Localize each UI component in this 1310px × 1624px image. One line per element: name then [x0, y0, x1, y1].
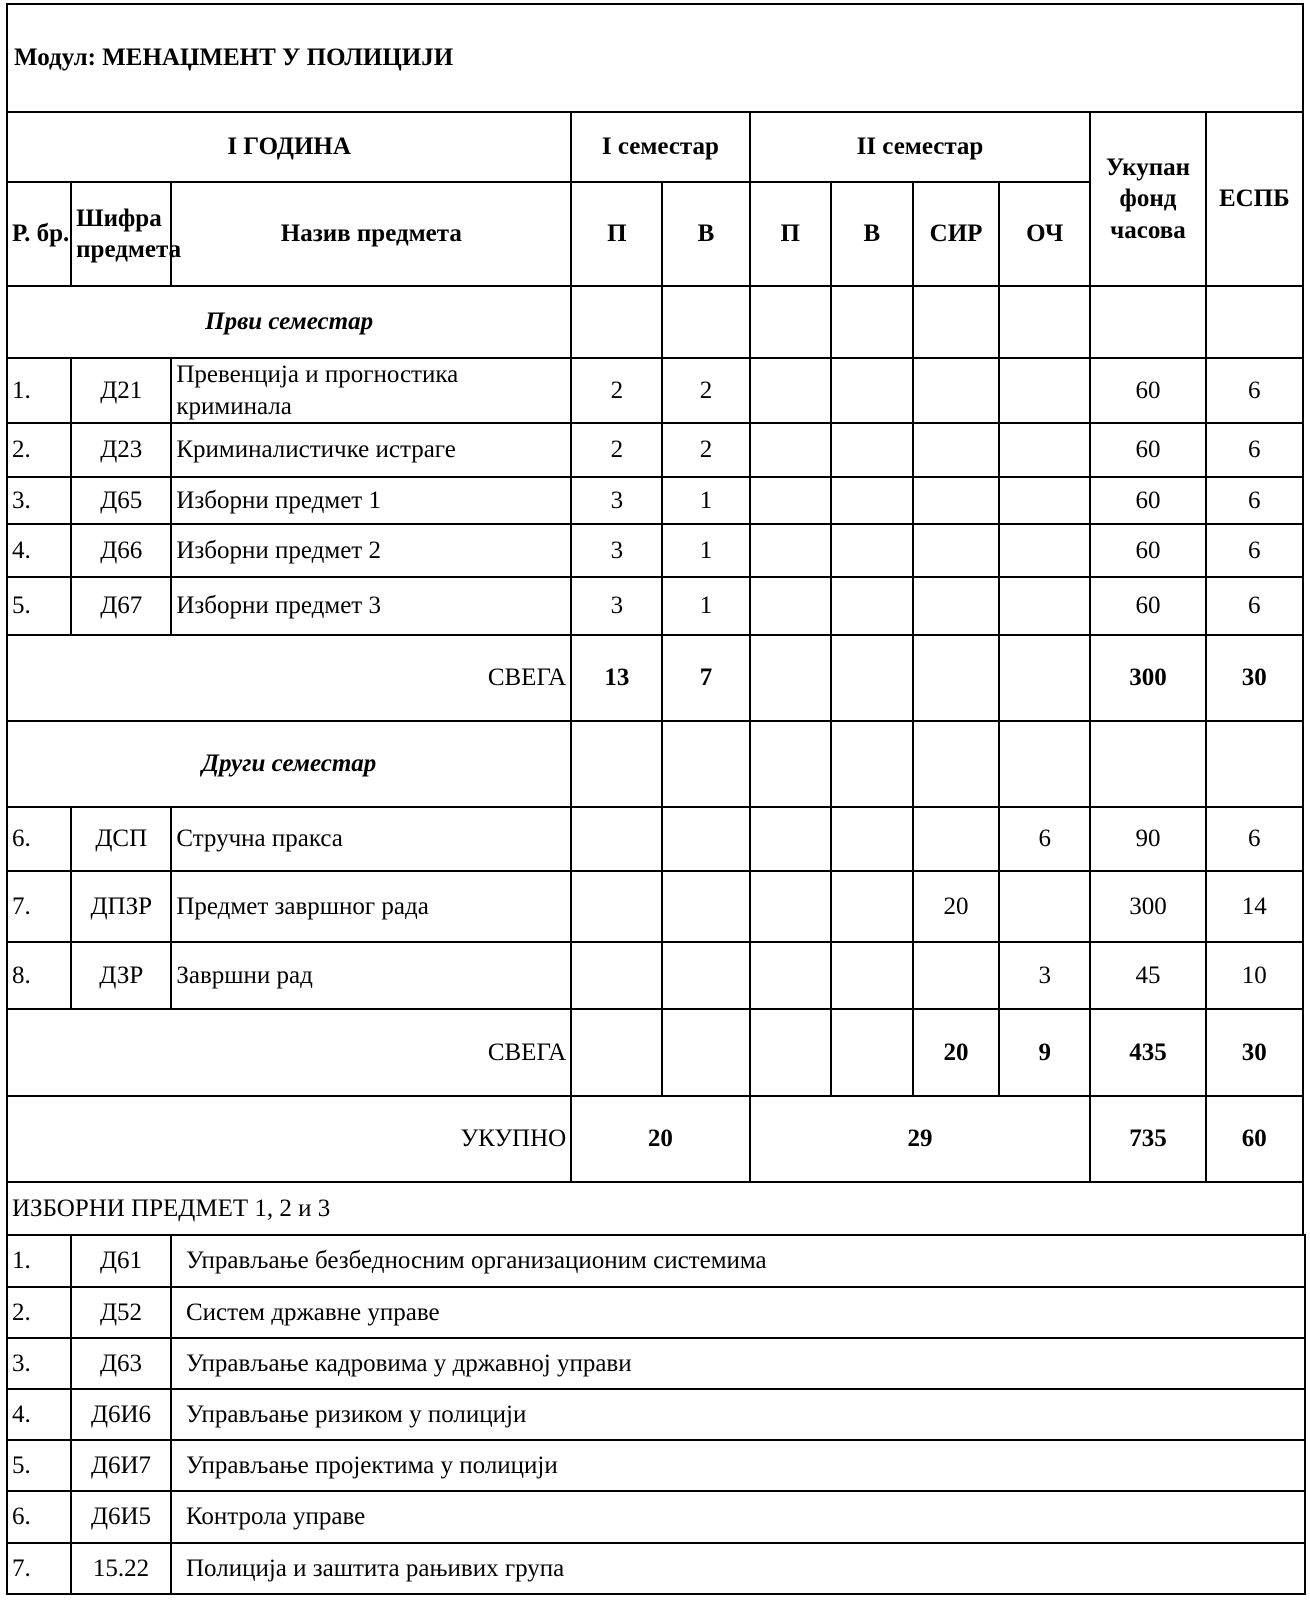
- p1-header: П: [571, 182, 662, 286]
- subject-name: Изборни предмет 1: [171, 477, 571, 524]
- sum-total-hours: 300: [1090, 635, 1205, 721]
- total-hours: 60: [1090, 358, 1205, 423]
- table-row: [7, 871, 1303, 942]
- list-item: [7, 1287, 1305, 1338]
- subject-name: Завршни рад: [171, 942, 571, 1009]
- row-number: 3.: [7, 477, 71, 524]
- name-header: Назив предмета: [171, 182, 571, 286]
- sum-ects: 30: [1206, 1009, 1303, 1096]
- total-hours: 60: [1090, 577, 1205, 635]
- exercise-hours: 1: [662, 477, 749, 524]
- subject-name: Управљање безбедносним организационим системима: [171, 1235, 1305, 1287]
- subject-code: Д61: [71, 1235, 171, 1287]
- row-number: 7.: [7, 1543, 71, 1594]
- total-hours-header: Укупан фонд часова: [1090, 112, 1205, 286]
- subject-name: Управљање ризиком у полицији: [171, 1389, 1305, 1440]
- sir-hours: [913, 807, 999, 871]
- row-number: 7.: [7, 871, 71, 942]
- subject-name: Предмет завршног рада: [171, 871, 571, 942]
- sum-exercise-hours: 7: [662, 635, 749, 721]
- grand-total-sem2: 29: [750, 1096, 1091, 1182]
- total-hours: 60: [1090, 477, 1205, 524]
- och-hours: 3: [999, 942, 1090, 1009]
- subject-code: Д21: [71, 358, 171, 423]
- v2-header: В: [831, 182, 913, 286]
- subject-name: Превенција и прогностика криминала: [171, 358, 571, 423]
- rb-header: Р. бр.: [7, 182, 71, 286]
- subject-code: Д52: [71, 1287, 171, 1338]
- p2-header: П: [750, 182, 831, 286]
- row-number: 4.: [7, 524, 71, 577]
- total-hours: 45: [1090, 942, 1205, 1009]
- semester-1-sum-row: [7, 635, 1303, 721]
- semester-2-header: II семестар: [750, 112, 1091, 182]
- v1-header: В: [662, 182, 749, 286]
- list-item: [7, 1491, 1305, 1543]
- total-hours: 300: [1090, 871, 1205, 942]
- electives-table: [6, 1234, 1306, 1595]
- subject-name: Контрола управе: [171, 1491, 1305, 1543]
- lecture-hours: 2: [571, 358, 662, 423]
- subject-name: Стручна пракса: [171, 807, 571, 871]
- total-hours: 90: [1090, 807, 1205, 871]
- module-title: Модул: МЕНАЏМЕНТ У ПОЛИЦИЈИ: [7, 4, 1303, 112]
- sum-lecture-hours: 13: [571, 635, 662, 721]
- sir-hours: 20: [913, 871, 999, 942]
- list-item: [7, 1543, 1305, 1594]
- table-row: [7, 477, 1303, 524]
- table-row: [7, 577, 1303, 635]
- och-hours: 6: [999, 807, 1090, 871]
- ects-value: 10: [1206, 942, 1303, 1009]
- subject-code: Д67: [71, 577, 171, 635]
- table-row: [7, 807, 1303, 871]
- row-number: 5.: [7, 577, 71, 635]
- subject-name: Изборни предмет 3: [171, 577, 571, 635]
- exercise-hours: 2: [662, 423, 749, 477]
- list-item: [7, 1235, 1305, 1287]
- lecture-hours: 3: [571, 477, 662, 524]
- second-semester-label: Други семестар: [7, 721, 571, 807]
- sir-header: СИР: [913, 182, 999, 286]
- ects-value: 6: [1206, 358, 1303, 423]
- grand-total-hours: 735: [1090, 1096, 1205, 1182]
- row-number: 1.: [7, 1235, 71, 1287]
- first-semester-label: Први семестар: [7, 286, 571, 358]
- table-row: [7, 423, 1303, 477]
- lecture-hours: 3: [571, 524, 662, 577]
- och-hours: [999, 871, 1090, 942]
- row-number: 6.: [7, 1491, 71, 1543]
- sum-label: СВЕГА: [7, 1009, 571, 1096]
- lecture-hours: 3: [571, 577, 662, 635]
- ects-value: 14: [1206, 871, 1303, 942]
- ects-value: 6: [1206, 807, 1303, 871]
- semester-1-header: I семестар: [571, 112, 749, 182]
- sum-label: СВЕГА: [7, 635, 571, 721]
- table-row: [7, 358, 1303, 423]
- list-item: [7, 1338, 1305, 1389]
- subject-code: ДПЗР: [71, 871, 171, 942]
- row-number: 3.: [7, 1338, 71, 1389]
- grand-total-ects: 60: [1206, 1096, 1303, 1182]
- exercise-hours: 2: [662, 358, 749, 423]
- subject-code: Д6И6: [71, 1389, 171, 1440]
- total-hours: 60: [1090, 524, 1205, 577]
- subject-name: Полиција и заштита рањивих група: [171, 1543, 1305, 1594]
- ects-value: 6: [1206, 477, 1303, 524]
- year-header: I ГОДИНА: [7, 112, 571, 182]
- semester-2-sum-row: [7, 1009, 1303, 1096]
- table-row: [7, 524, 1303, 577]
- subject-code: 15.22: [71, 1543, 171, 1594]
- exercise-hours: 1: [662, 524, 749, 577]
- total-hours: 60: [1090, 423, 1205, 477]
- grand-total-sem1: 20: [571, 1096, 749, 1182]
- ects-value: 6: [1206, 423, 1303, 477]
- grand-total-label: УКУПНО: [7, 1096, 571, 1182]
- subject-code: Д63: [71, 1338, 171, 1389]
- exercise-hours: 1: [662, 577, 749, 635]
- row-number: 2.: [7, 423, 71, 477]
- code-header: Шифра предмета: [71, 182, 171, 286]
- sum-ects: 30: [1206, 635, 1303, 721]
- sir-hours: [913, 942, 999, 1009]
- subject-name: Изборни предмет 2: [171, 524, 571, 577]
- sum-och-hours: 9: [999, 1009, 1090, 1096]
- electives-heading: ИЗБОРНИ ПРЕДМЕТ 1, 2 и 3: [7, 1182, 1303, 1235]
- subject-code: Д23: [71, 423, 171, 477]
- subject-name: Систем државне управе: [171, 1287, 1305, 1338]
- row-number: 8.: [7, 942, 71, 1009]
- list-item: [7, 1389, 1305, 1440]
- grand-total-row: [7, 1096, 1303, 1182]
- subject-code: Д65: [71, 477, 171, 524]
- subject-code: Д6И5: [71, 1491, 171, 1543]
- list-item: [7, 1440, 1305, 1491]
- ects-header: ЕСПБ: [1206, 112, 1303, 286]
- row-number: 2.: [7, 1287, 71, 1338]
- row-number: 6.: [7, 807, 71, 871]
- ects-value: 6: [1206, 577, 1303, 635]
- row-number: 5.: [7, 1440, 71, 1491]
- subject-name: Управљање кадровима у државној управи: [171, 1338, 1305, 1389]
- table-row: [7, 942, 1303, 1009]
- och-header: ОЧ: [999, 182, 1090, 286]
- sum-total-hours: 435: [1090, 1009, 1205, 1096]
- subject-name: Управљање пројектима у полицији: [171, 1440, 1305, 1491]
- sum-sir-hours: 20: [913, 1009, 999, 1096]
- subject-name: Криминалистичке истраге: [171, 423, 571, 477]
- ects-value: 6: [1206, 524, 1303, 577]
- curriculum-table: [6, 3, 1304, 1236]
- row-number: 4.: [7, 1389, 71, 1440]
- row-number: 1.: [7, 358, 71, 423]
- curriculum-document: [6, 3, 1304, 1618]
- subject-code: ДСП: [71, 807, 171, 871]
- lecture-hours: 2: [571, 423, 662, 477]
- subject-code: Д66: [71, 524, 171, 577]
- subject-code: Д6И7: [71, 1440, 171, 1491]
- subject-code: ДЗР: [71, 942, 171, 1009]
